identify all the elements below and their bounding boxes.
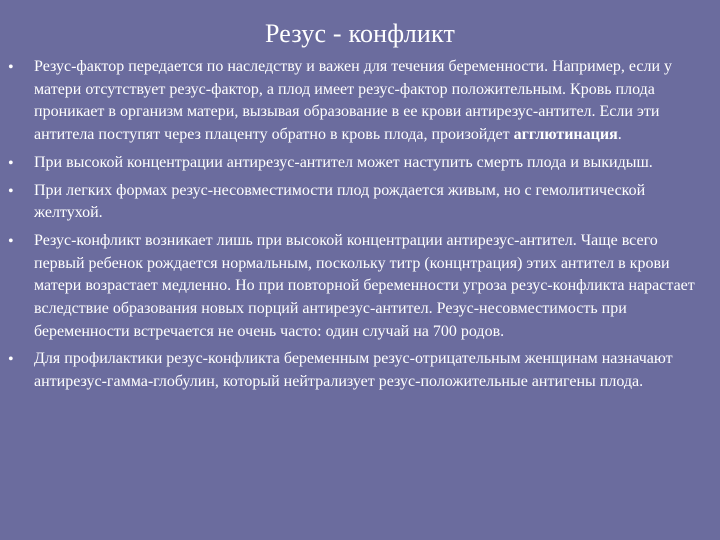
bullet-list [8, 56, 712, 399]
bullet-text: Для профилактики резус-конфликта беременным резус-отрицательным женщинам назначают антирезус-гамма-глобулин, который нейтрализует резус-положительные антигены плода. [34, 350, 673, 391]
bullet-marker: • [8, 232, 14, 250]
bullet-item-4 [8, 230, 712, 344]
bullet-item-1 [8, 56, 712, 147]
bullet-text: При высокой концентрации антирезус-антител может наступить смерть плода и выкидыш. [34, 153, 653, 171]
bullet-text-bold: агглютинация [513, 126, 618, 144]
bullet-item-2 [8, 152, 712, 175]
bullet-marker: • [8, 154, 14, 172]
bullet-marker: • [8, 59, 14, 76]
bullet-marker: • [8, 351, 14, 369]
bullet-text: Резус-конфликт возникает лишь при высокой концентрации антирезус-антител. Чаще всего первый ребенок рождается нормальным, поскольку титр (концнтрация) этих антител в крови матери возрастает медленно. Но при повторной беременности угроза резус-конфликта нарастает вследствие образования новых порций антирезус-антител. Резус-несовместимость при беременности встречается не очень часто: один случай на 700 родов. [34, 231, 695, 340]
bullet-text [34, 58, 672, 143]
bullet-text-main: Резус-фактор передается по наследству и важен для течения беременности. Например, если у матери отсутствует резус-фактор, а плод имеет резус-фактор положительным. Кровь плода проникает в организм матери, вызывая образование в ее крови антирезус-антител. Если эти антитела поступят через плаценту обратно в кровь плода, произойдет [34, 58, 673, 144]
bullet-marker: • [8, 182, 14, 200]
bullet-text: При легких формах резус-несовместимости плод рождается живым, но с гемолитической желтухой. [34, 181, 646, 222]
bullet-item-3 [8, 180, 712, 225]
bullet-text-end: . [617, 126, 622, 144]
slide-title: Резус - конфликт [264, 19, 456, 48]
bullet-item-5 [8, 348, 712, 393]
